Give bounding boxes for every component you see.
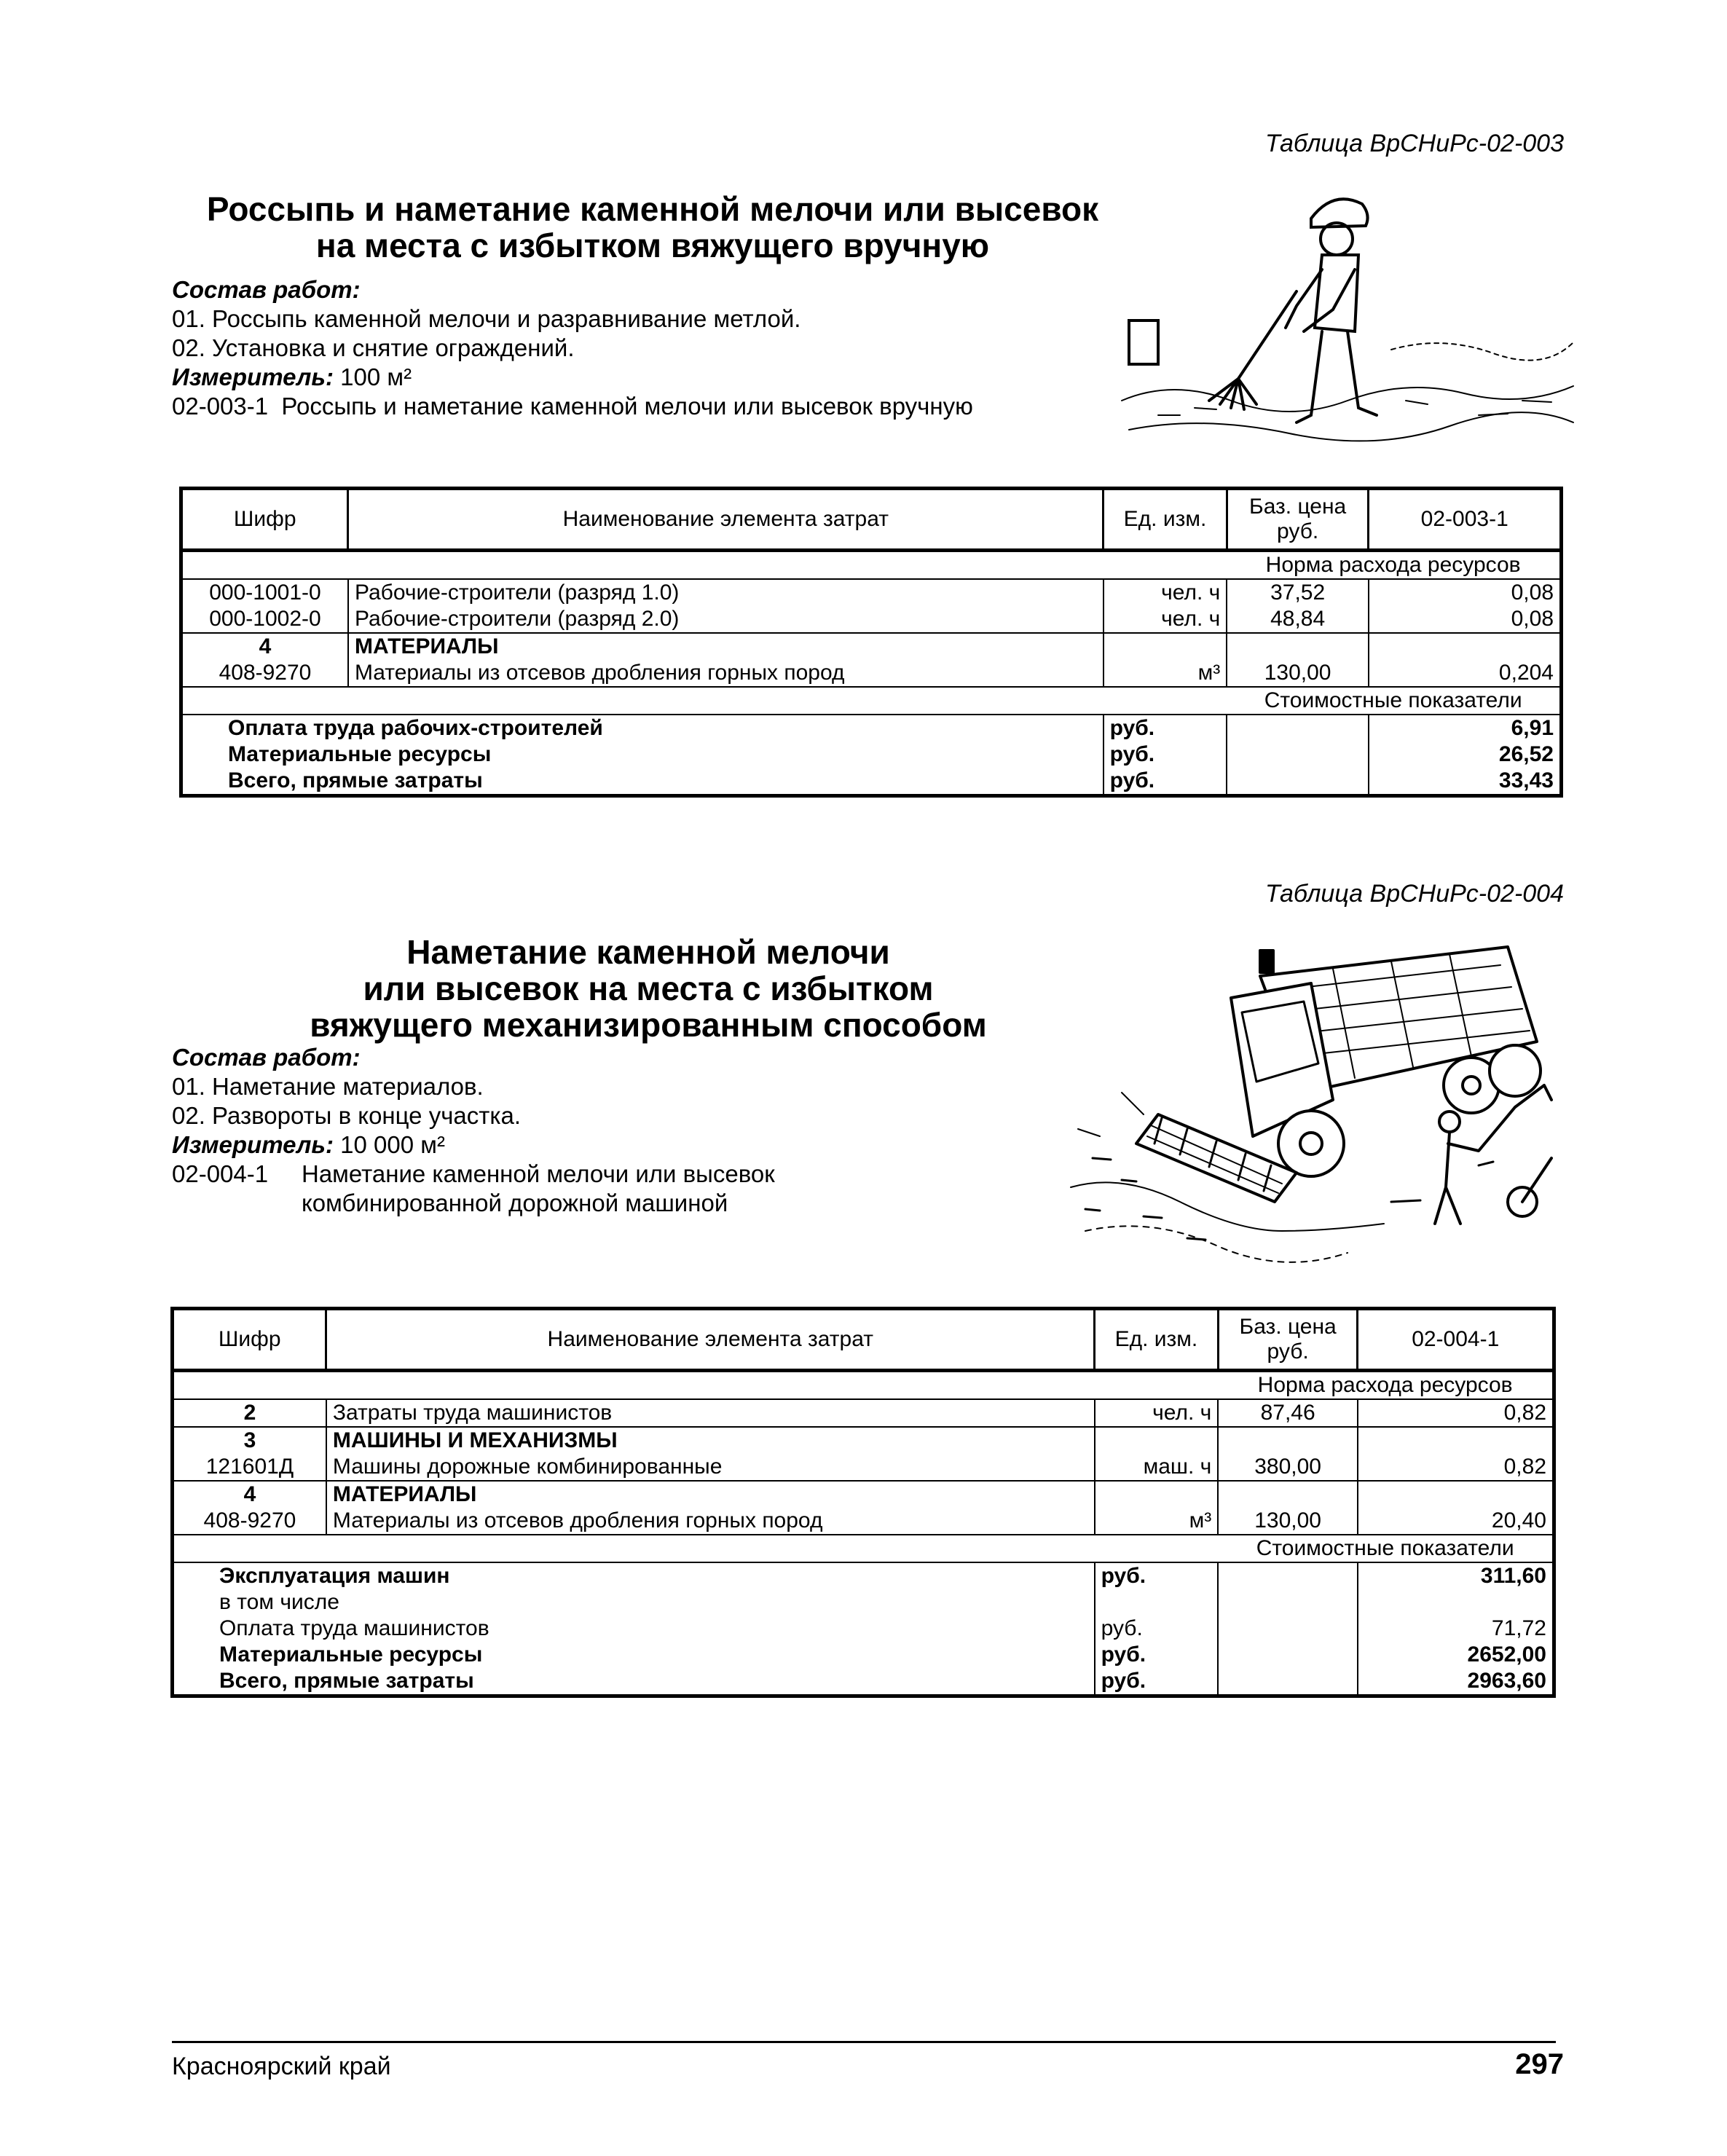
norm-label: Норма расхода ресурсов bbox=[1218, 1371, 1554, 1400]
composition-label: Состав работ: bbox=[172, 1044, 361, 1071]
header-value: 02-003-1 bbox=[1369, 489, 1562, 551]
row-name: Затраты труда машинистов bbox=[326, 1399, 1095, 1427]
cost-section-row bbox=[173, 1535, 1554, 1562]
row-price: 130,00 bbox=[1227, 660, 1369, 687]
row-unit: м³ bbox=[1095, 1508, 1219, 1535]
total-name: в том числе bbox=[219, 1590, 339, 1614]
total-name: Оплата труда рабочих-строителей bbox=[228, 716, 603, 740]
row-value: 0,82 bbox=[1358, 1399, 1554, 1427]
table-header-row bbox=[181, 489, 1562, 551]
norm-label: Норма расхода ресурсов bbox=[1227, 551, 1561, 580]
row-price: 130,00 bbox=[1218, 1508, 1358, 1535]
total-name: Всего, прямые затраты bbox=[228, 768, 483, 792]
total-name: Эксплуатация машин bbox=[219, 1564, 450, 1588]
step-item: 02. Развороты в конце участка. bbox=[172, 1102, 522, 1129]
meter-value: 10 000 м² bbox=[340, 1131, 445, 1158]
total-name: Материальные ресурсы bbox=[228, 742, 492, 766]
header-code: Шифр bbox=[173, 1309, 326, 1371]
total-row bbox=[173, 1668, 1554, 1696]
header-unit: Ед. изм. bbox=[1104, 489, 1227, 551]
cost-label: Стоимостные показатели bbox=[1218, 1535, 1554, 1562]
section2-title-line3: вяжущего механизированным способом bbox=[310, 1006, 987, 1044]
total-name: Оплата труда машинистов bbox=[219, 1616, 489, 1640]
table-label-02-004: Таблица ВрСНиРс-02-004 bbox=[1264, 880, 1564, 908]
header-price: Баз. цена руб. bbox=[1227, 489, 1369, 551]
total-unit: руб. bbox=[1095, 1616, 1219, 1642]
total-row bbox=[173, 1616, 1554, 1642]
row-code: 408-9270 bbox=[203, 1508, 296, 1533]
norm-section-row bbox=[173, 1371, 1554, 1400]
row-value: 0,08 bbox=[1369, 606, 1562, 633]
footer-divider bbox=[172, 2041, 1556, 2043]
norm-section-row bbox=[181, 551, 1562, 580]
section1-title-line2: на места с избытком вяжущего вручную bbox=[315, 227, 990, 264]
table-row bbox=[181, 633, 1562, 660]
table-row bbox=[173, 1508, 1554, 1535]
total-row bbox=[181, 715, 1562, 741]
item-line1: Наметание каменной мелочи или высевок bbox=[302, 1160, 775, 1187]
section1-description bbox=[172, 275, 973, 421]
total-row bbox=[173, 1562, 1554, 1589]
row-unit: маш. ч bbox=[1095, 1454, 1219, 1481]
cost-table-02-004 bbox=[170, 1307, 1556, 1698]
total-unit: руб. bbox=[1095, 1668, 1219, 1696]
row-code: 121601Д bbox=[205, 1455, 294, 1479]
total-value: 71,72 bbox=[1358, 1616, 1554, 1642]
header-code: Шифр bbox=[181, 489, 348, 551]
step-item: 02. Установка и снятие ограждений. bbox=[172, 334, 575, 361]
step-item: 01. Наметание материалов. bbox=[172, 1073, 484, 1100]
total-name: Всего, прямые затраты bbox=[219, 1669, 474, 1693]
row-code: 2 bbox=[243, 1401, 256, 1425]
row-name: МАШИНЫ И МЕХАНИЗМЫ bbox=[326, 1427, 1095, 1454]
row-name: МАТЕРИАЛЫ bbox=[326, 1481, 1095, 1508]
table-row bbox=[181, 606, 1562, 633]
total-unit: руб. bbox=[1095, 1562, 1219, 1589]
section1-title bbox=[172, 191, 1133, 264]
step-item: 01. Россыпь каменной мелочи и разравнивание метлой. bbox=[172, 305, 801, 332]
table-label-02-003: Таблица ВрСНиРс-02-003 bbox=[1264, 130, 1564, 157]
total-value: 311,60 bbox=[1358, 1562, 1554, 1589]
row-unit: чел. ч bbox=[1104, 606, 1227, 633]
row-unit: м³ bbox=[1104, 660, 1227, 687]
cost-section-row bbox=[181, 687, 1562, 715]
total-value: 33,43 bbox=[1369, 768, 1562, 796]
table-row bbox=[181, 660, 1562, 687]
page-number: 297 bbox=[1515, 2048, 1564, 2080]
meter-label: Измеритель: bbox=[172, 363, 334, 390]
total-row bbox=[173, 1642, 1554, 1668]
total-row bbox=[173, 1589, 1554, 1616]
footer-region: Красноярский край bbox=[172, 2053, 391, 2080]
header-unit: Ед. изм. bbox=[1095, 1309, 1219, 1371]
section1-title-line1: Россыпь и наметание каменной мелочи или высевок bbox=[206, 190, 1099, 228]
section2-title-line1: Наметание каменной мелочи bbox=[406, 933, 890, 971]
header-name: Наименование элемента затрат bbox=[326, 1309, 1095, 1371]
row-value: 0,08 bbox=[1369, 579, 1562, 606]
total-value: 2652,00 bbox=[1358, 1642, 1554, 1668]
item-code: 02-004-1 bbox=[172, 1160, 269, 1187]
row-value: 20,40 bbox=[1358, 1508, 1554, 1535]
row-code: 000-1002-0 bbox=[209, 607, 321, 631]
total-value: 6,91 bbox=[1369, 715, 1562, 741]
section2-description bbox=[172, 1043, 775, 1218]
total-name: Материальные ресурсы bbox=[219, 1642, 483, 1667]
row-name: МАТЕРИАЛЫ bbox=[348, 633, 1104, 660]
row-name: Рабочие-строители (разряд 1.0) bbox=[348, 579, 1104, 606]
row-name: Материалы из отсевов дробления горных пород bbox=[348, 660, 1104, 687]
row-price: 37,52 bbox=[1227, 579, 1369, 606]
header-value: 02-004-1 bbox=[1358, 1309, 1554, 1371]
row-value: 0,204 bbox=[1369, 660, 1562, 687]
row-unit: чел. ч bbox=[1095, 1399, 1219, 1427]
total-unit: руб. bbox=[1104, 741, 1227, 768]
table-header-row bbox=[173, 1309, 1554, 1371]
table-row bbox=[173, 1481, 1554, 1508]
total-value: 2963,60 bbox=[1358, 1668, 1554, 1696]
cost-table-02-003 bbox=[179, 487, 1563, 798]
item-block bbox=[172, 1160, 775, 1218]
table-row bbox=[173, 1454, 1554, 1481]
row-price: 87,46 bbox=[1218, 1399, 1358, 1427]
total-unit: руб. bbox=[1095, 1642, 1219, 1668]
meter-line bbox=[172, 363, 973, 392]
header-price: Баз. цена руб. bbox=[1218, 1309, 1358, 1371]
row-code: 408-9270 bbox=[219, 661, 312, 685]
total-unit: руб. bbox=[1104, 715, 1227, 741]
total-value: 26,52 bbox=[1369, 741, 1562, 768]
cost-label: Стоимостные показатели bbox=[1227, 687, 1561, 715]
row-code: 3 bbox=[173, 1427, 326, 1454]
row-code: 4 bbox=[181, 633, 348, 660]
row-value: 0,82 bbox=[1358, 1454, 1554, 1481]
row-price: 380,00 bbox=[1218, 1454, 1358, 1481]
table-row bbox=[181, 579, 1562, 606]
item-line: 02-003-1 Россыпь и наметание каменной мелочи или высевок вручную bbox=[172, 393, 973, 420]
row-code: 4 bbox=[173, 1481, 326, 1508]
total-row bbox=[181, 768, 1562, 796]
row-name: Машины дорожные комбинированные bbox=[326, 1454, 1095, 1481]
total-row bbox=[181, 741, 1562, 768]
header-name: Наименование элемента затрат bbox=[348, 489, 1104, 551]
worker-sweeping-illustration bbox=[1114, 182, 1581, 444]
row-name: Материалы из отсевов дробления горных пород bbox=[326, 1508, 1095, 1535]
meter-line bbox=[172, 1130, 775, 1160]
row-name: Рабочие-строители (разряд 2.0) bbox=[348, 606, 1104, 633]
total-unit: руб. bbox=[1104, 768, 1227, 796]
row-unit: чел. ч bbox=[1104, 579, 1227, 606]
meter-label: Измеритель: bbox=[172, 1131, 334, 1158]
table-row bbox=[173, 1399, 1554, 1427]
road-machine-illustration bbox=[1042, 925, 1573, 1275]
item-line2: комбинированной дорожной машиной bbox=[302, 1189, 728, 1216]
row-price: 48,84 bbox=[1227, 606, 1369, 633]
table-row bbox=[173, 1427, 1554, 1454]
composition-label: Состав работ: bbox=[172, 276, 361, 303]
section2-title-line2: или высевок на места с избытком bbox=[363, 969, 934, 1007]
meter-value: 100 м² bbox=[340, 363, 412, 390]
row-code: 000-1001-0 bbox=[209, 581, 321, 605]
section2-title bbox=[277, 934, 1020, 1043]
